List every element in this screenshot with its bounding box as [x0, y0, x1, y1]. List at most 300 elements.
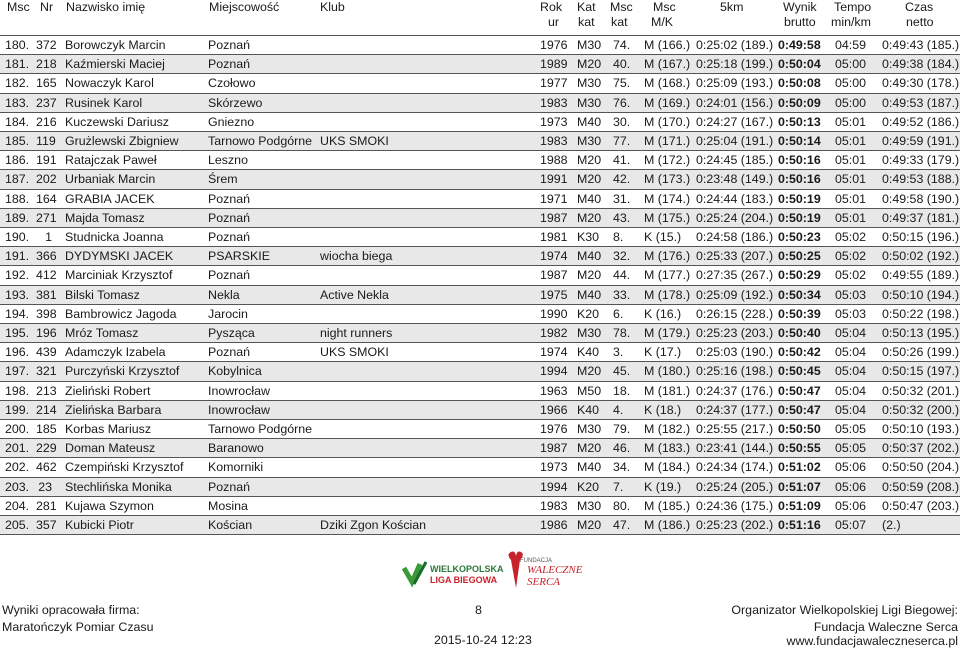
cell-nr: 357 — [36, 518, 57, 532]
cell-rok: 1973 — [540, 114, 568, 129]
cell-katm: 75. — [613, 76, 631, 91]
header-nr: Nr — [40, 0, 54, 14]
cell-msc: 190. — [5, 230, 30, 244]
footer-left-1: Wyniki opracowała firma: — [2, 603, 140, 617]
cell-km5: 0:24:44 (183.) — [696, 191, 774, 206]
cell-netto: 0:49:53 (187.) — [882, 95, 960, 110]
cell-msc: 205. — [5, 518, 30, 532]
cell-netto: 0:50:32 (200.) — [882, 402, 960, 417]
cell-kat: M20 — [577, 441, 602, 456]
cell-netto: 0:50:50 (204.) — [882, 460, 960, 475]
cell-km5: 0:24:01 (156.) — [696, 95, 774, 110]
cell-km5: 0:23:48 (149.) — [696, 172, 774, 187]
cell-mk: M (173.) — [644, 172, 691, 187]
waleczne-serca-logo — [509, 552, 583, 589]
cell-km5: 0:23:41 (144.) — [696, 441, 774, 456]
cell-city: Nekla — [208, 287, 240, 302]
cell-kat: M40 — [577, 114, 602, 129]
cell-msc: 204. — [5, 498, 30, 513]
cell-city: Tarnowo Podgórne — [208, 422, 313, 436]
row-divider — [0, 534, 960, 535]
cell-name: Borowczyk Marcin — [65, 38, 166, 52]
cell-nr: 366 — [36, 249, 57, 264]
cell-rok: 1981 — [540, 230, 568, 244]
cell-msc: 181. — [5, 57, 30, 72]
cell-msc: 182. — [5, 76, 30, 91]
cell-tempo: 05:06 — [835, 479, 867, 494]
cell-name: Bilski Tomasz — [65, 287, 140, 302]
cell-katm: 47. — [613, 518, 631, 532]
cell-katm: 31. — [613, 191, 631, 206]
cell-tempo: 04:59 — [835, 38, 867, 52]
cell-km5: 0:25:09 (193.) — [696, 76, 774, 91]
cell-msc: 180. — [5, 38, 30, 52]
cell-brutto: 0:50:47 — [778, 402, 821, 417]
cell-km5: 0:24:58 (186.) — [696, 230, 774, 244]
cell-brutto: 0:50:04 — [778, 57, 821, 72]
header-kat-sub: kat — [578, 15, 595, 29]
cell-kat: M40 — [577, 191, 602, 206]
cell-city: Kościan — [208, 518, 253, 532]
table-row — [0, 439, 960, 458]
cell-rok: 1963 — [540, 383, 568, 398]
table-row — [0, 401, 960, 420]
cell-kat: M20 — [577, 172, 602, 187]
cell-club: UKS SMOKI — [320, 134, 389, 148]
cell-brutto: 0:50:50 — [778, 422, 821, 436]
cell-club: UKS SMOKI — [320, 345, 389, 360]
cell-km5: 0:25:02 (189.) — [696, 38, 774, 52]
cell-msc: 201. — [5, 441, 30, 456]
cell-name: Marciniak Krzysztof — [65, 268, 173, 283]
footer-right-3: www.fundacjawaleczneserca.pl — [786, 634, 958, 648]
cell-tempo: 05:04 — [835, 402, 867, 417]
cell-km5: 0:25:23 (203.) — [696, 326, 774, 340]
cell-netto: 0:49:59 (191.) — [882, 134, 960, 148]
cell-tempo: 05:05 — [835, 441, 867, 456]
header-msc-kat-sub: kat — [611, 15, 628, 29]
header-minkm: min/km — [831, 15, 871, 29]
cell-nr: 164 — [36, 191, 57, 206]
sponsor-logos — [0, 548, 960, 608]
cell-katm: 44. — [613, 268, 631, 283]
cell-nr: 218 — [36, 57, 57, 72]
cell-nr: 196 — [36, 326, 57, 340]
cell-tempo: 05:01 — [835, 153, 867, 168]
cell-tempo: 05:01 — [835, 114, 867, 129]
header-5km: 5km — [720, 0, 744, 14]
cell-tempo: 05:04 — [835, 326, 867, 340]
cell-mk: M (170.) — [644, 114, 691, 129]
cell-mk: K (17.) — [644, 345, 682, 360]
cell-brutto: 0:50:08 — [778, 76, 821, 91]
cell-katm: 74. — [613, 38, 631, 52]
table-row — [0, 266, 960, 285]
cell-city: Baranowo — [208, 441, 264, 456]
wielkopolska-liga-logo — [404, 562, 504, 585]
cell-katm: 3. — [613, 345, 624, 360]
table-row — [0, 420, 960, 439]
cell-km5: 0:24:37 (176.) — [696, 383, 774, 398]
footer-datetime: 2015-10-24 12:23 — [434, 633, 532, 647]
table-row — [0, 94, 960, 113]
cell-mk: M (174.) — [644, 191, 691, 206]
cell-name: Kaźmierski Maciej — [65, 57, 165, 72]
cell-nr: 202 — [36, 172, 57, 187]
cell-brutto: 0:50:25 — [778, 249, 821, 264]
cell-mk: M (172.) — [644, 153, 691, 168]
serca-logo-line1: WALECZNE — [527, 564, 583, 576]
cell-katm: 42. — [613, 172, 631, 187]
cell-kat: M40 — [577, 249, 602, 264]
cell-kat: M40 — [577, 287, 602, 302]
cell-name: Adamczyk Izabela — [65, 345, 166, 360]
cell-msc: 194. — [5, 306, 30, 321]
cell-katm: 46. — [613, 441, 631, 456]
cell-nr: 23 — [38, 479, 52, 494]
cell-msc: 197. — [5, 364, 30, 379]
cell-netto: 0:50:47 (203.) — [882, 498, 960, 513]
cell-mk: M (167.) — [644, 57, 691, 72]
cell-km5: 0:24:27 (167.) — [696, 114, 774, 129]
header-msc: Msc — [7, 0, 30, 14]
cell-km5: 0:24:45 (185.) — [696, 153, 774, 168]
cell-mk: M (184.) — [644, 460, 691, 475]
cell-city: Pysząca — [208, 326, 255, 340]
cell-mk: M (166.) — [644, 38, 691, 52]
table-row — [0, 497, 960, 516]
cell-mk: M (181.) — [644, 383, 691, 398]
cell-city: Leszno — [208, 153, 248, 168]
cell-rok: 1982 — [540, 326, 568, 340]
cell-name: Korbas Mariusz — [65, 422, 152, 436]
cell-netto: 0:50:02 (192.) — [882, 249, 960, 264]
cell-rok: 1976 — [540, 38, 568, 52]
cell-rok: 1987 — [540, 441, 568, 456]
cell-msc: 193. — [5, 287, 30, 302]
cell-city: Jarocin — [208, 306, 248, 321]
liga-logo-line2: LIGA BIEGOWA — [430, 575, 498, 585]
cell-name: Urbaniak Marcin — [65, 172, 156, 187]
cell-km5: 0:24:36 (175.) — [696, 498, 774, 513]
cell-rok: 1991 — [540, 172, 568, 187]
cell-city: Inowrocław — [208, 383, 270, 398]
cell-km5: 0:25:09 (192.) — [696, 287, 774, 302]
cell-mk: M (179.) — [644, 326, 691, 340]
cell-city: Tarnowo Podgórne — [208, 134, 313, 148]
cell-mk: K (16.) — [644, 306, 682, 321]
table-header — [0, 0, 960, 36]
cell-msc: 196. — [5, 345, 30, 360]
cell-name: Bambrowicz Jagoda — [65, 306, 177, 321]
cell-rok: 1983 — [540, 95, 568, 110]
cell-rok: 1977 — [540, 76, 568, 91]
cell-brutto: 0:50:14 — [778, 134, 821, 148]
cell-rok: 1986 — [540, 518, 568, 532]
table-row — [0, 382, 960, 401]
cell-msc: 199. — [5, 402, 30, 417]
cell-nr: 271 — [36, 210, 57, 225]
table-row — [0, 132, 960, 151]
cell-msc: 195. — [5, 326, 30, 340]
cell-km5: 0:24:37 (177.) — [696, 402, 774, 417]
cell-km5: 0:25:24 (204.) — [696, 210, 774, 225]
cell-nr: 439 — [36, 345, 57, 360]
cell-tempo: 05:05 — [835, 422, 867, 436]
cell-name: Mróz Tomasz — [65, 326, 139, 340]
cell-kat: M30 — [577, 134, 602, 148]
cell-tempo: 05:04 — [835, 345, 867, 360]
cell-nr: 462 — [36, 460, 57, 475]
cell-mk: M (178.) — [644, 287, 691, 302]
cell-name: Nowaczyk Karol — [65, 76, 154, 91]
cell-katm: 8. — [613, 230, 624, 244]
cell-km5: 0:25:16 (198.) — [696, 364, 774, 379]
cell-msc: 191. — [5, 249, 30, 264]
cell-name: Grużlewski Zbigniew — [65, 134, 179, 148]
cell-msc: 188. — [5, 191, 30, 206]
cell-netto: 0:50:15 (197.) — [882, 364, 960, 379]
cell-mk: M (175.) — [644, 210, 691, 225]
cell-name: Zieliński Robert — [65, 383, 151, 398]
cell-kat: M30 — [577, 95, 602, 110]
cell-netto: 0:49:43 (185.) — [882, 38, 960, 52]
table-row — [0, 228, 960, 247]
table-row — [0, 362, 960, 381]
cell-nr: 213 — [36, 383, 57, 398]
cell-tempo: 05:06 — [835, 498, 867, 513]
cell-tempo: 05:00 — [835, 95, 867, 110]
cell-kat: K20 — [577, 306, 600, 321]
cell-rok: 1990 — [540, 306, 568, 321]
cell-nr: 398 — [36, 306, 57, 321]
cell-city: Poznań — [208, 345, 251, 360]
cell-netto: 0:50:59 (208.) — [882, 479, 960, 494]
cell-katm: 30. — [613, 114, 631, 129]
cell-netto: 0:49:30 (178.) — [882, 76, 960, 91]
table-row — [0, 55, 960, 74]
cell-brutto: 0:50:40 — [778, 326, 821, 340]
cell-nr: 1 — [45, 230, 52, 244]
cell-rok: 1987 — [540, 268, 568, 283]
cell-name: Stechlińska Monika — [65, 479, 172, 494]
cell-name: Studnicka Joanna — [65, 230, 164, 244]
cell-rok: 1994 — [540, 479, 568, 494]
cell-rok: 1975 — [540, 287, 568, 302]
cell-city: Mosina — [208, 498, 248, 513]
cell-rok: 1966 — [540, 402, 568, 417]
cell-city: Poznań — [208, 230, 251, 244]
cell-brutto: 0:50:45 — [778, 364, 821, 379]
cell-brutto: 0:50:23 — [778, 230, 821, 244]
cell-tempo: 05:01 — [835, 191, 867, 206]
cell-brutto: 0:50:19 — [778, 191, 821, 206]
cell-brutto: 0:50:42 — [778, 345, 821, 360]
cell-katm: 77. — [613, 134, 631, 148]
cell-netto: 0:49:33 (179.) — [882, 153, 960, 168]
cell-tempo: 05:07 — [835, 518, 867, 532]
cell-tempo: 05:03 — [835, 306, 867, 321]
cell-city: Poznań — [208, 38, 251, 52]
cell-name: Czempiński Krzysztof — [65, 460, 184, 475]
cell-netto: 0:49:55 (189.) — [882, 268, 960, 283]
table-row — [0, 286, 960, 305]
table-row — [0, 113, 960, 132]
cell-nr: 191 — [36, 153, 57, 168]
cell-katm: 43. — [613, 210, 631, 225]
cell-brutto: 0:50:13 — [778, 114, 821, 129]
cell-rok: 1973 — [540, 460, 568, 475]
cell-nr: 185 — [36, 422, 57, 436]
cell-mk: M (182.) — [644, 422, 691, 436]
cell-name: Kubicki Piotr — [65, 518, 134, 532]
cell-netto: 0:50:10 (194.) — [882, 287, 960, 302]
cell-mk: M (180.) — [644, 364, 691, 379]
cell-tempo: 05:00 — [835, 76, 867, 91]
cell-km5: 0:26:15 (228.) — [696, 306, 774, 321]
cell-netto: (2.) — [882, 518, 901, 532]
cell-msc: 200. — [5, 422, 30, 436]
header-msc-kat: Msc — [610, 0, 633, 14]
cell-mk: M (183.) — [644, 441, 691, 456]
cell-city: Czołowo — [208, 76, 256, 91]
cell-name: GRABIA JACEK — [65, 191, 155, 206]
cell-city: Poznań — [208, 268, 251, 283]
cell-tempo: 05:00 — [835, 57, 867, 72]
cell-brutto: 0:50:19 — [778, 210, 821, 225]
cell-tempo: 05:04 — [835, 364, 867, 379]
header-kat: Kat — [577, 0, 596, 14]
cell-city: PSARSKIE — [208, 249, 270, 264]
cell-mk: K (19.) — [644, 479, 682, 494]
cell-katm: 80. — [613, 498, 631, 513]
cell-km5: 0:25:18 (199.) — [696, 57, 774, 72]
cell-km5: 0:25:33 (207.) — [696, 249, 774, 264]
cell-kat: M20 — [577, 518, 602, 532]
cell-rok: 1974 — [540, 249, 568, 264]
table-row — [0, 74, 960, 93]
table-row — [0, 190, 960, 209]
cell-tempo: 05:01 — [835, 172, 867, 187]
cell-kat: M20 — [577, 210, 602, 225]
header-rok: Rok — [540, 0, 563, 14]
footer-right-1: Organizator Wielkopolskiej Ligi Biegowej: — [731, 603, 958, 617]
cell-name: Ratajczak Paweł — [65, 153, 157, 168]
cell-mk: M (168.) — [644, 76, 691, 91]
cell-netto: 0:49:37 (181.) — [882, 210, 960, 225]
cell-nr: 321 — [36, 364, 57, 379]
footer-right-2: Fundacja Waleczne Serca — [813, 620, 958, 634]
cell-netto: 0:50:32 (201.) — [882, 383, 960, 398]
cell-msc: 185. — [5, 134, 30, 148]
cell-km5: 0:25:03 (190.) — [696, 345, 774, 360]
cell-kat: M20 — [577, 364, 602, 379]
cell-nr: 216 — [36, 114, 57, 129]
cell-mk: M (185.) — [644, 498, 691, 513]
cell-club: wiocha biega — [320, 249, 393, 264]
cell-km5: 0:25:23 (202.) — [696, 518, 774, 532]
cell-tempo: 05:06 — [835, 460, 867, 475]
cell-tempo: 05:02 — [835, 249, 867, 264]
cell-netto: 0:49:58 (190.) — [882, 191, 960, 206]
cell-brutto: 0:50:16 — [778, 172, 821, 187]
cell-msc: 187. — [5, 172, 30, 187]
cell-katm: 40. — [613, 57, 631, 72]
cell-rok: 1983 — [540, 134, 568, 148]
cell-netto: 0:50:26 (199.) — [882, 345, 960, 360]
cell-km5: 0:25:24 (205.) — [696, 479, 774, 494]
cell-kat: K40 — [577, 402, 600, 417]
header-brutto: brutto — [784, 15, 816, 29]
cell-nr: 412 — [36, 268, 57, 283]
cell-city: Skórzewo — [208, 95, 263, 110]
cell-netto: 0:50:22 (198.) — [882, 306, 960, 321]
cell-netto: 0:49:53 (188.) — [882, 172, 960, 187]
header-rok-ur: ur — [548, 15, 560, 29]
cell-city: Poznań — [208, 191, 251, 206]
cell-brutto: 0:51:16 — [778, 518, 821, 532]
header-czas: Czas — [905, 0, 934, 14]
heart-icon — [509, 552, 523, 589]
cell-kat: M30 — [577, 38, 602, 52]
cell-km5: 0:25:55 (217.) — [696, 422, 774, 436]
table-row — [0, 170, 960, 189]
cell-rok: 1976 — [540, 422, 568, 436]
cell-katm: 41. — [613, 153, 631, 168]
header-club: Klub — [320, 0, 345, 14]
cell-nr: 281 — [36, 498, 57, 513]
header-msc-mk: Msc — [653, 0, 676, 14]
cell-mk: M (169.) — [644, 95, 691, 110]
cell-tempo: 05:04 — [835, 383, 867, 398]
footer-left-2: Maratończyk Pomiar Czasu — [2, 620, 154, 634]
cell-name: Kujawa Szymon — [65, 498, 154, 513]
cell-katm: 34. — [613, 460, 631, 475]
cell-nr: 381 — [36, 287, 57, 302]
cell-katm: 32. — [613, 249, 631, 264]
cell-katm: 4. — [613, 402, 624, 417]
cell-msc: 184. — [5, 114, 30, 129]
header-divider — [0, 35, 960, 36]
cell-brutto: 0:50:47 — [778, 383, 821, 398]
cell-club: Active Nekla — [320, 287, 389, 302]
table-row — [0, 305, 960, 324]
cell-club: Dziki Zgon Kościan — [320, 518, 427, 532]
table-row — [0, 478, 960, 497]
cell-mk: M (186.) — [644, 518, 691, 532]
cell-nr: 229 — [36, 441, 57, 456]
header-name: Nazwisko imię — [66, 0, 146, 14]
cell-brutto: 0:50:34 — [778, 287, 821, 302]
cell-kat: M30 — [577, 326, 602, 340]
header-city: Miejscowość — [209, 0, 280, 14]
serca-logo-top: FUNDACJA — [520, 558, 553, 564]
cell-km5: 0:25:04 (191.) — [696, 134, 774, 148]
cell-kat: M40 — [577, 460, 602, 475]
table-row — [0, 324, 960, 343]
cell-name: Rusinek Karol — [65, 95, 143, 110]
cell-tempo: 05:01 — [835, 210, 867, 225]
cell-kat: M30 — [577, 422, 602, 436]
cell-rok: 1988 — [540, 153, 568, 168]
cell-kat: M20 — [577, 57, 602, 72]
table-row — [0, 36, 960, 55]
table-row — [0, 343, 960, 362]
table-row — [0, 151, 960, 170]
cell-netto: 0:50:15 (196.) — [882, 230, 960, 244]
cell-city: Poznań — [208, 57, 251, 72]
cell-kat: K40 — [577, 345, 600, 360]
